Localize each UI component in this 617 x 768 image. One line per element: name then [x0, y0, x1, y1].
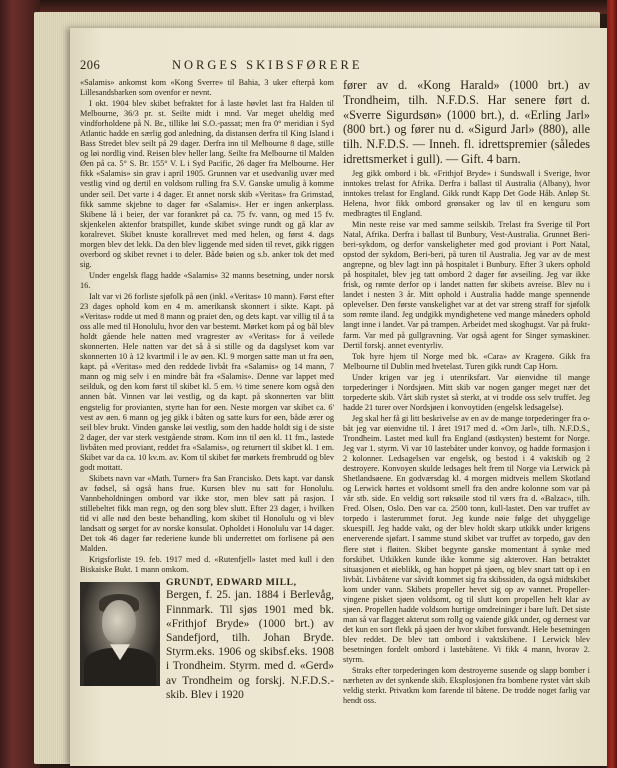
paragraph: Jeg gikk ombord i bk. «Frithjof Bryde» i Sundswall i Sverige, hvor inntokes trelast for Afrika. Derfra i ballast til Australia (Albany), hvor inntokes trelast for England. Gikk rundt Kapp Det Gode Håb. Anløp St. Helena, hvor fikk ombord grønsaker og lav til en kenguru som medbragtes til England.	[343, 168, 590, 218]
paragraph: Ialt var vi 26 forliste sjøfolk på øen (inkl. «Veritas» 10 mann). Først efter 23 dages ophold kom en 4 m. amerikansk skonnert i sikte. Kapt. på «Veritas» rodde ut med 8 mann og praiet den, og dets kapt. var villig til å ta oss alle med til Honolulu, hvor den var bestemt. Mørket kom på og bål blev holdt gående hele natten med vragrester av «Veritas» for å veilede skonnerten. Hele natten var det så å si stille og da dagslyset kom var skonnerten 10 à 12 kvartmil i le av øen. Kl. 9 morgen satte man ut fra øen, kapt. på «Veritas» med den reddede livbåt fra «Salamis» og 14 mann, 7 mann og mig selv i en mindre båt fra «Salamis». Denne var lappet med seilduk, og den kom først til skibet kl. 5 em. ½ time senere kom også den annen båt. Vinnen var løi vestlig, og da kapt. på skonnerten var blitt engstelig for provianten, styrte han for øen. Neste morgen var skibet ca. 6' vest av øen. 6 mann og jeg gikk i båten og satte kurs for øen, både ærer og seil blev brukt. Vinden ganske løi vestlig, som den hadde holdt sig i de siste 2 dager, der var sterk vestgående strøm. Kom inn til øen kl. 11 fm., lastede livbåten med proviant, reddet fra «Salamis», og returnert til skibet kl. 1 em. Skibet var da ca. 10 kv.m. av. Kom til skibet før mørkets frembrudd og blev godt mottatt.	[80, 291, 334, 472]
paragraph: Min neste reise var med samme seilskib. Trelast fra Sverige til Port Natal, Afrika. Derfra i ballast til Bunbury, Vest-Australia. Grunnet Beri-beri-sykdom, og derfor vanskeligheter med god proviant i Port Natal, opstod der sykdom, Beri-beri, på turen til Australia. Jeg var av de mest angrepne, og blev lagt inn på hospitalet i Bunbury. Efter 3 ukers ophold på hospitalet, blev jeg tatt ombord 2 dager før avseiling. Jeg var ikke frisk, og rømte derfor op i landet natten før skibets avreise. Blev nu i landet i nesten 3 år. Mitt ophold i Australia hadde mange spennende oplevelser. Den første vanskelighet var at det var streng straff for sjøfolk som rømte iland. Jeg undgikk myndighetene ved mange måneders ophold langt inne i landet. Var på trampen. Arbeidet med skoghugst. Var på frukt-farm. Var med på gullgravning. Var også agent for Singer symaskiner. Dertil forskj. annet eventyrliv.	[343, 220, 590, 350]
page-number: 206	[80, 58, 101, 72]
portrait-photo	[80, 582, 160, 686]
biography-entry	[80, 578, 334, 702]
book-spine-edge	[607, 0, 617, 768]
left-column	[80, 78, 334, 768]
paragraph: Under engelsk flagg hadde «Salamis» 32 manns besetning, under norsk 16.	[80, 270, 334, 290]
biography-text: Bergen, f. 25. jan. 1884 i Berlevåg, Finnmark. Til sjøs 1901 med bk. «Frithjof Bryde» (1000 brt.) av Sandefjord, tilh. Johan Bryde. Styrm.eks. 1906 og skibsf.eks. 1908 i Trondheim. Styrm. med d. «Gerd» av Trondheim og forskj. N.F.D.S.-skib. Blev i 1920	[166, 589, 334, 701]
paragraph: Krigsforliste 19. feb. 1917 med d. «Rutenfjell» lastet med kull i den Biskaiske Bukt. 1 mann omkom.	[80, 555, 334, 575]
paragraph: Tok hyre hjem til Norge med bk. «Cara» av Kragerø. Gikk fra Melbourne til Dublin med hvetelast. Turen gikk rundt Cap Horn.	[343, 351, 590, 371]
paragraph: «Salamis» ankomst kom «Kong Sverre» til Bahia, 3 uker efterpå kom Lillesandsbarken som ovenfor er nevnt.	[80, 78, 334, 98]
paragraph: Straks efter torpederingen kom destroyerne susende og slapp bomber i nærheten av det synkende skib. Eksplosjonen fra bombene rystet vårt skib veldig sterkt. Privatkm kom farende til båtene. De trodde noget farlig var hendt oss.	[343, 666, 590, 706]
biography-continuation: fører av d. «Kong Harald» (1000 brt.) av Trondheim, tilh. N.F.D.S. Har senere ført d. «Sverre Sigurdsøn» (1000 brt.), d. «Erling Jarl» (800 brt.) og fører nu d. «Sigurd Jarl» (880), alle tilh. N.F.D.S. — Inneh. fl. idrettspremier (således idrettsmerket i gull). — Gift. 4 barn.	[343, 78, 590, 166]
running-title: NORGES SKIBSFØRERE	[172, 58, 363, 72]
paragraph: I okt. 1904 blev skibet befraktet for å laste høvlet last fra Halden til Melbourne, 36/3 pr. st. Seilte midt i mnd. Var meget uheldig med vindforholdene på N. Br., tillike løi S.O.-passat; men fra 0° meridian i Syd Atlantic hadde en særlig god anledning, da distansen derfra til King Island i Bass Stredet blev seilt på 29 dager. Derfra inn til Melbourne 8 dage, stille og løi nordlig vind. Reisen blev heller lang. Seilte fra Melbourne til Malden Øen på ca. 5° S. Br. 155° V. L i Syd Pacific, 26 dager fra Melbourne. Her fikk «Salamis» sin grav i april 1905. Grunnen var et usedvanlig uvær med vestlig vind og dertil en voldsom rulling fra S.V. Ganske umulig å komme under seil. Det varte i 4 dager. Et annet norsk skib «Veritas» fra Grimstad, fikk samme skjebne to dager før «Salamis». Her er ingen ankerplass. Skibene lå i beier, der var forankret på ca. 75 fv. vann, og med 15 fv. skjenkelen aktenfor bratspillet, kunde skibet svinge rundt og gå klar av koralrevet. Skibet knuste korallrevet med med helen, og først 4. dags morgen blev det lekk. Da den blev liggende med siden til revet, gikk riggen overbord og skibet revnet i to deler. Både bøien og s.b. anker tok det med sig.	[80, 99, 334, 269]
biography-name: GRUNDT, EDWARD MILL,	[166, 577, 297, 589]
right-column	[343, 78, 590, 768]
paragraph: Jeg skal her få gi litt beskrivelse av en av de mange torpederinger fra o-båt jeg var øienvidne til. I året 1917 med d. «Orn Jarl», tilh. N.F.D.S., Trondheim. Lastet med kull fra England (østkysten) bestemt for Norge. Jeg var 1. styrm. Vi var 10 lastebåter under konvoy, og hadde formasjon i 2 kolonner. Ledsagelsen var engelsk, og bestod i 4 vaktskib og 2 destroyere. Konvoyen skulde ledsages helt frem til Norge via Lerwick på Shetlandsøene. En godværsdag kl. 4 morgen midtveis mellem Skotland og Lerwick hørtes et voldsomt smell fra den andre kolonne som var på vår stb. side. En veldig sort røksøile stod til værs fra d. «Balzac», tilh. Fred. Olsen, Oslo. Den var ca. 2500 tonn, kull-lastet. Den var truffet av torpedo i lasterummet forut. Jeg kunde nøie følge det uhyggelige skuespill. Jeg hadde vakt, og der blev holdt skarp utkikk under krigens enerverende sjøfart. I samme stund skibet var truffet av torpedo, gav den flere støt i fløiten. Skibet begynte ganske momentant å synke med forskibet. Utkikken kunde ikke komme sig akterover. Han betraktet situasjonen et øieblikk, og han hoppet på sjøen, og blev snart tatt op i en livbåt. Livbåtene var såvidt kommet sig fra skibssiden, da også midtskibet kom under vann. Skibets propeller hevet sig op av vannet. Propeller-vingene pisket sjøen voldsomt, og til slutt kom propellen helt klar av sjøen. Propellen hadde voldsom hurtige omdreininger i bare luft. Det siste man så var flagget akterut som rollg og vaiende gikk under, og dernest var det kun en sort flekk på sjøen der hvor skibet forsvandt. Hele besetningen blev reddet. De blev tatt ombord i vaktskibene. I Lerwick blev besetningen fordelt ombord i lastebåtene. Vi fikk 4 mann, hvorav 2. styrm.	[343, 413, 590, 665]
page-header	[80, 58, 600, 76]
paragraph: Under krigen var jeg i utenriksfart. Var øienvidne til mange torpederinger i Nordsjøen. Mitt skib var nogen ganger meget nær det torpederte skib. Vårt skib rystet så sterkt, at vi trodde oss selv truffet. Jeg hadde 21 turer over Nordsjøen i konvoytiden (engelsk ledsagelse).	[343, 372, 590, 412]
paragraph: Skibets navn var «Math. Turner» fra San Francisko. Dets kapt. var dansk av fødsel, så også hans frue. Kursen blev nu satt for Honolulu. Vannbeholdningen ombord var ikke stor, men blev satt på rasjon. I stillebeltet fikk man regn, og den sorg blev slutt. Efter 23 dager, i hvilken tid vi alle nød den beste behandling, kom skibet til Honolulu og vi blev landsatt og sørget for av norske konsulat. Opholdet i Honolulu var 14 dager. Det tok 46 dager før rederiene kunde bli underrettet om forlisene på øen Malden.	[80, 473, 334, 554]
page-content	[80, 48, 600, 760]
